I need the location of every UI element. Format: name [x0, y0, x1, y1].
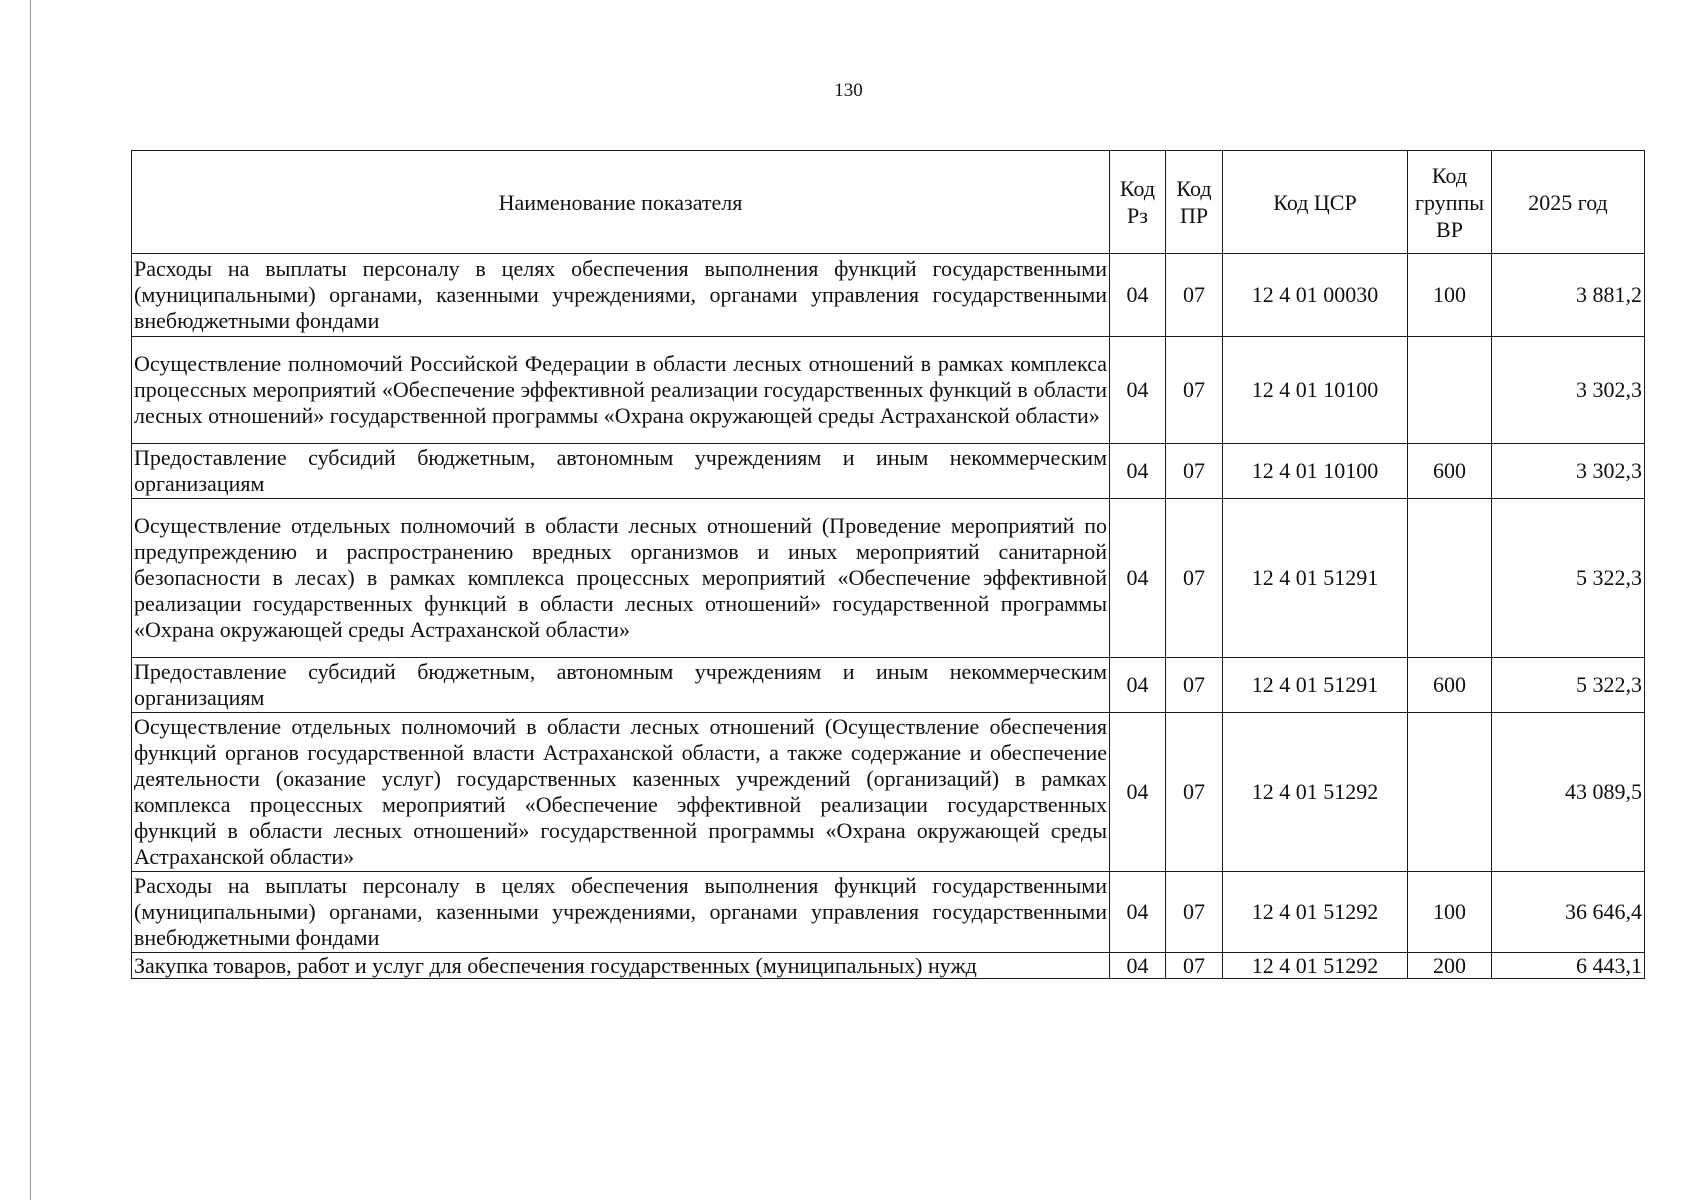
row-vr: 600 [1408, 658, 1492, 713]
budget-table [131, 150, 1645, 979]
row-rz: 04 [1110, 872, 1166, 953]
row-vr: 200 [1408, 953, 1492, 979]
row-vr: 100 [1408, 872, 1492, 953]
row-amount: 5 322,3 [1492, 499, 1645, 658]
row-name: Расходы на выплаты персоналу в целях обеспечения выполнения функций государственными (муниципальными) органами, казенными учреждениями, органами управления государственными внебюджетными фондами [132, 872, 1110, 953]
row-pr: 07 [1166, 254, 1223, 337]
page-number: 130 [834, 80, 863, 101]
row-amount: 3 302,3 [1492, 444, 1645, 499]
row-rz: 04 [1110, 658, 1166, 713]
header-name: Наименование показателя [132, 151, 1110, 254]
table-header-row [132, 151, 1645, 254]
table-row [132, 953, 1645, 979]
row-csr: 12 4 01 10100 [1223, 337, 1408, 444]
row-pr: 07 [1166, 872, 1223, 953]
row-name: Предоставление субсидий бюджетным, автономным учреждениям и иным некоммерческим организациям [132, 658, 1110, 713]
row-csr: 12 4 01 51292 [1223, 713, 1408, 872]
row-csr: 12 4 01 51292 [1223, 953, 1408, 979]
row-rz: 04 [1110, 444, 1166, 499]
row-pr: 07 [1166, 337, 1223, 444]
row-pr: 07 [1166, 953, 1223, 979]
row-vr [1408, 337, 1492, 444]
table-row [132, 499, 1645, 658]
table-row [132, 337, 1645, 444]
row-amount: 43 089,5 [1492, 713, 1645, 872]
row-amount: 6 443,1 [1492, 953, 1645, 979]
table-row [132, 658, 1645, 713]
row-rz: 04 [1110, 953, 1166, 979]
row-amount: 3 881,2 [1492, 254, 1645, 337]
table-row [132, 254, 1645, 337]
header-rz: Код Рз [1110, 151, 1166, 254]
row-pr: 07 [1166, 713, 1223, 872]
table-row [132, 872, 1645, 953]
row-vr: 600 [1408, 444, 1492, 499]
row-amount: 3 302,3 [1492, 337, 1645, 444]
row-name: Предоставление субсидий бюджетным, автономным учреждениям и иным некоммерческим организациям [132, 444, 1110, 499]
row-csr: 12 4 01 10100 [1223, 444, 1408, 499]
row-vr [1408, 713, 1492, 872]
row-vr [1408, 499, 1492, 658]
row-rz: 04 [1110, 499, 1166, 658]
row-amount: 36 646,4 [1492, 872, 1645, 953]
row-name: Осуществление отдельных полномочий в области лесных отношений (Проведение мероприятий по предупреждению и распространению вредных организмов и иных мероприятий санитарной безопасности в лесах) в рамках комплекса процессных мероприятий «Обеспечение эффективной реализации государственных функций в области лесных отношений» государственной программы «Охрана окружающей среды Астраханской области» [132, 499, 1110, 658]
table-row [132, 713, 1645, 872]
row-csr: 12 4 01 51292 [1223, 872, 1408, 953]
row-name: Осуществление полномочий Российской Федерации в области лесных отношений в рамках комплекса процессных мероприятий «Обеспечение эффективной реализации государственных функций в области лесных отношений» государственной программы «Охрана окружающей среды Астраханской области» [132, 337, 1110, 444]
scan-edge-line [30, 0, 31, 1200]
row-csr: 12 4 01 00030 [1223, 254, 1408, 337]
row-csr: 12 4 01 51291 [1223, 499, 1408, 658]
row-rz: 04 [1110, 254, 1166, 337]
row-name: Закупка товаров, работ и услуг для обеспечения государственных (муниципальных) нужд [132, 953, 1110, 979]
header-csr: Код ЦСР [1223, 151, 1408, 254]
header-vr: Код группы ВР [1408, 151, 1492, 254]
row-amount: 5 322,3 [1492, 658, 1645, 713]
table-row [132, 444, 1645, 499]
row-pr: 07 [1166, 658, 1223, 713]
row-name: Осуществление отдельных полномочий в области лесных отношений (Осуществление обеспечения функций органов государственной власти Астраханской области, а также содержание и обеспечение деятельности (оказание услуг) государственных казенных учреждений (организаций) в рамках комплекса процессных мероприятий «Обеспечение эффективной реализации государственных функций в области лесных отношений» государственной программы «Охрана окружающей среды Астраханской области» [132, 713, 1110, 872]
header-year: 2025 год [1492, 151, 1645, 254]
header-pr: Код ПР [1166, 151, 1223, 254]
row-csr: 12 4 01 51291 [1223, 658, 1408, 713]
row-pr: 07 [1166, 499, 1223, 658]
row-pr: 07 [1166, 444, 1223, 499]
row-rz: 04 [1110, 337, 1166, 444]
row-vr: 100 [1408, 254, 1492, 337]
row-rz: 04 [1110, 713, 1166, 872]
row-name: Расходы на выплаты персоналу в целях обеспечения выполнения функций государственными (муниципальными) органами, казенными учреждениями, органами управления государственными внебюджетными фондами [132, 254, 1110, 337]
